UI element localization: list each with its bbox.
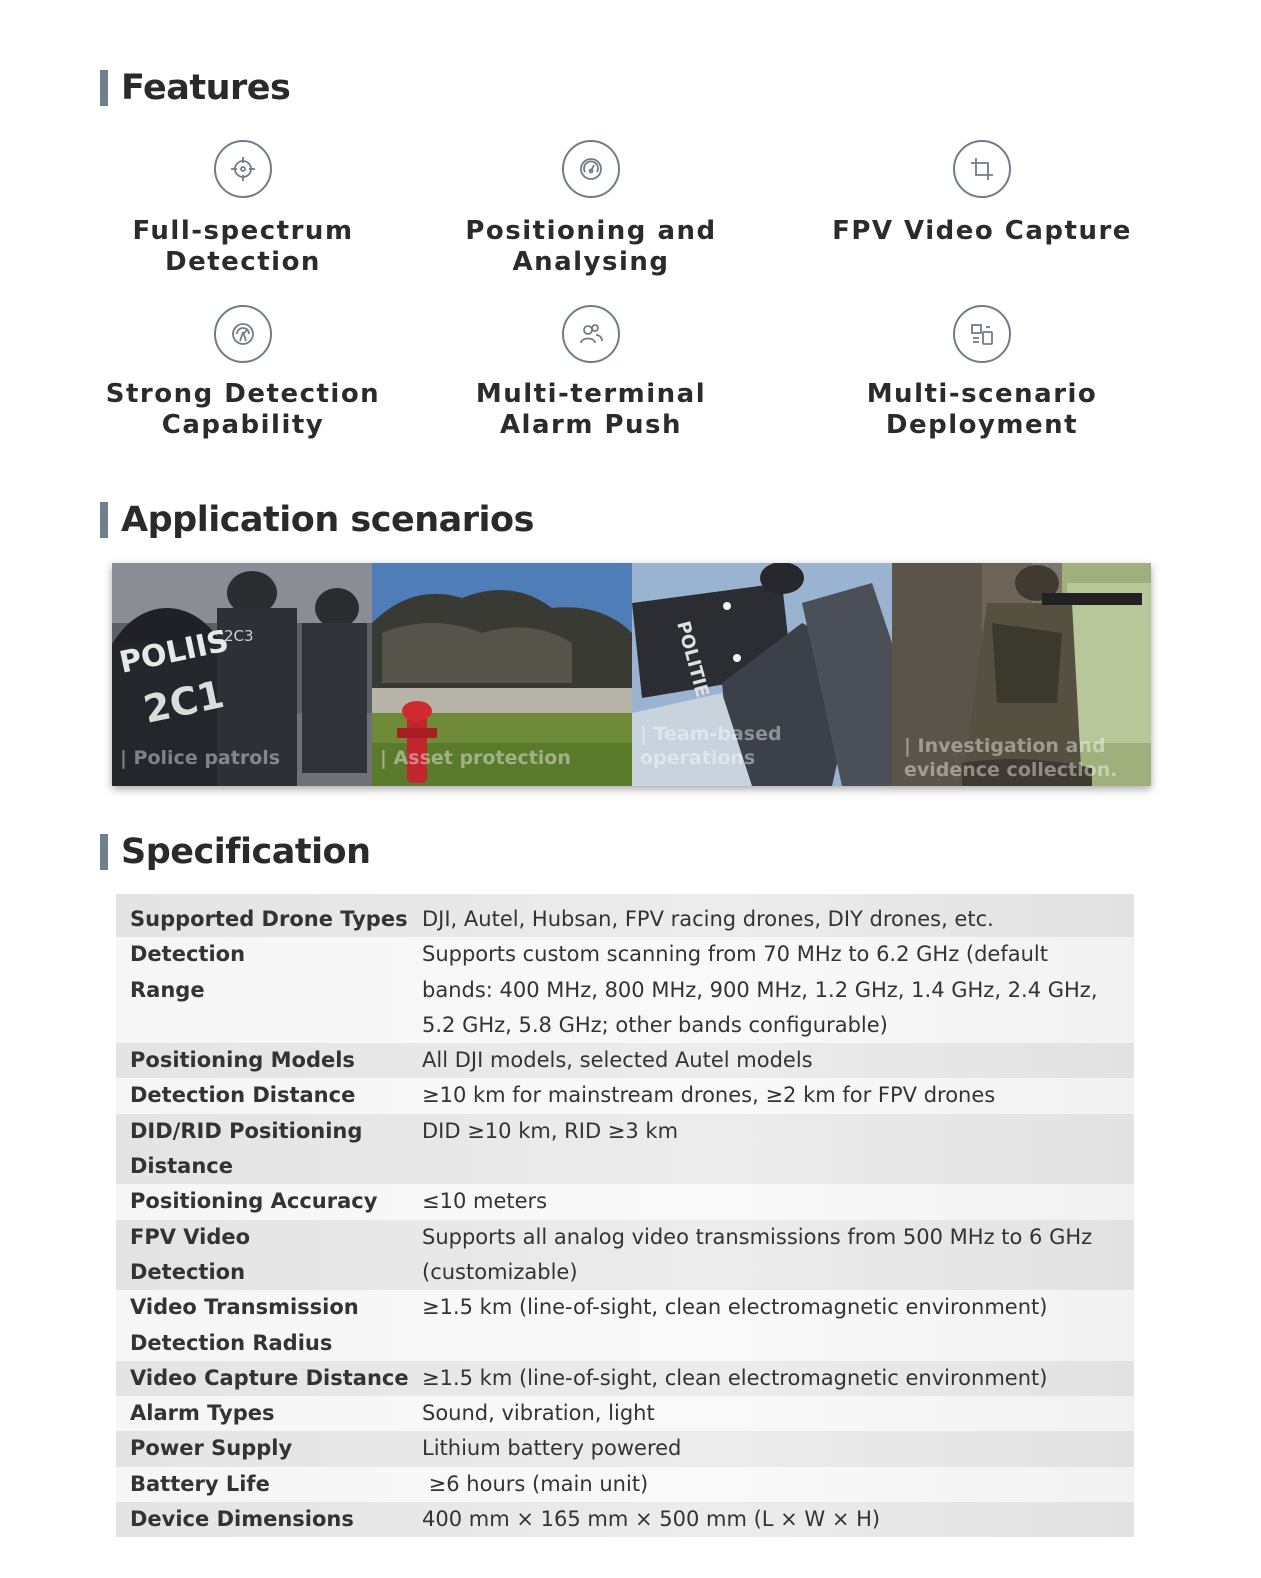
spec-key: Battery Life <box>130 1471 270 1496</box>
devices-icon <box>953 305 1011 363</box>
title-accent-bar <box>100 70 108 106</box>
feature-multi-terminal-alarm <box>441 305 741 441</box>
table-row <box>116 1361 1134 1396</box>
scenario-asset-protection <box>372 563 632 786</box>
table-row <box>116 1290 1134 1361</box>
scenarios-title <box>100 500 534 540</box>
scenario-investigation <box>892 563 1151 786</box>
scenario-team-operations <box>632 563 892 786</box>
table-row <box>116 1184 1134 1219</box>
feature-label: Full-spectrum Detection <box>132 216 354 277</box>
feature-multi-scenario-deployment <box>832 305 1132 441</box>
table-row <box>116 1114 1134 1185</box>
features-title <box>100 68 290 108</box>
specification-title-text: Specification <box>121 832 371 872</box>
feature-full-spectrum-detection <box>93 140 393 278</box>
scenarios-title-text: Application scenarios <box>121 500 534 540</box>
spec-key: Video Capture Distance <box>130 1365 409 1390</box>
feature-label: Strong Detection Capability <box>105 379 381 440</box>
spec-key: Supported Drone Types <box>130 907 408 931</box>
scenario-caption: | Team-based operations <box>640 723 782 769</box>
feature-label: FPV Video Capture <box>832 216 1132 246</box>
spec-key: Alarm Types <box>130 1401 275 1426</box>
spec-value: ≥6 hours (main unit) <box>422 1471 649 1496</box>
spec-key: Power Supply <box>130 1436 293 1461</box>
scenario-police-patrols <box>112 563 372 786</box>
feature-label: Multi-scenario Deployment <box>866 379 1098 440</box>
features-title-text: Features <box>121 68 291 108</box>
svg-text:POLITIE: POLITIE <box>672 618 713 700</box>
scenario-caption: | Police patrols <box>120 747 281 769</box>
spec-key: Video Transmission Detection Radius <box>130 1295 359 1355</box>
spec-value: DJI, Autel, Hubsan, FPV racing drones, DIY drones, etc. <box>422 907 994 931</box>
spec-key: Detection Distance <box>130 1083 356 1108</box>
spec-value: DID ≥10 km, RID ≥3 km <box>422 1118 679 1143</box>
spec-value: ≤10 meters <box>422 1189 548 1214</box>
spec-value: All DJI models, selected Autel models <box>422 1048 813 1073</box>
table-row <box>116 1467 1134 1502</box>
table-row <box>116 1078 1134 1113</box>
scenario-caption: | Asset protection <box>380 747 571 769</box>
feature-strong-detection <box>93 305 393 441</box>
table-row <box>116 1431 1134 1466</box>
specification-title <box>100 832 371 872</box>
feature-fpv-video-capture <box>832 140 1132 247</box>
spec-key: Device Dimensions <box>130 1507 354 1532</box>
crosshair-icon <box>214 140 272 198</box>
crop-icon <box>953 140 1011 198</box>
spec-table <box>116 894 1134 1537</box>
spec-key: Detection Range <box>130 942 246 1002</box>
spec-value: ≥1.5 km (line-of-sight, clean electromagnetic environment) <box>422 1295 1048 1320</box>
svg-text:2C1: 2C1 <box>139 671 228 732</box>
radar-icon <box>214 305 272 363</box>
title-accent-bar <box>100 502 108 538</box>
feature-label: Multi-terminal Alarm Push <box>475 379 707 440</box>
table-row <box>116 1220 1134 1291</box>
spec-value: Supports all analog video transmissions from 500 MHz to 6 GHz (customizable) <box>422 1224 1093 1284</box>
spec-key: FPV Video Detection <box>130 1224 251 1284</box>
table-row <box>116 1043 1134 1078</box>
spec-key: Positioning Models <box>130 1048 355 1073</box>
table-row <box>116 937 1134 1043</box>
spec-key: DID/RID Positioning Distance <box>130 1118 363 1179</box>
feature-positioning-analysing <box>441 140 741 278</box>
scenario-strip <box>112 563 1151 786</box>
table-row <box>116 1396 1134 1431</box>
spec-value: ≥10 km for mainstream drones, ≥2 km for FPV drones <box>422 1083 996 1108</box>
users-icon <box>562 305 620 363</box>
svg-text:POLIIS: POLIIS <box>116 623 232 681</box>
spec-value: Lithium battery powered <box>422 1436 682 1461</box>
spec-value: Sound, vibration, light <box>422 1401 655 1426</box>
spec-value: Supports custom scanning from 70 MHz to 6.2 GHz (default bands: 400 MHz, 800 MHz, 900 MHz, 1.2 GHz, 1.4 GHz, 2.4 GHz, 5.2 GHz, 5.8 GHz; other bands configurable) <box>422 942 1098 1037</box>
scenario-caption: | Investigation and evidence collection. <box>904 735 1118 781</box>
title-accent-bar <box>100 834 108 870</box>
spec-value: 400 mm × 165 mm × 500 mm (L × W × H) <box>422 1507 881 1532</box>
svg-text:2C3: 2C3 <box>224 627 254 645</box>
spec-key: Positioning Accuracy <box>130 1189 378 1214</box>
spec-value: ≥1.5 km (line-of-sight, clean electromagnetic environment) <box>422 1365 1048 1390</box>
table-row <box>116 894 1134 937</box>
table-row <box>116 1502 1134 1537</box>
feature-label: Positioning and Analysing <box>465 216 717 277</box>
gauge-icon <box>562 140 620 198</box>
